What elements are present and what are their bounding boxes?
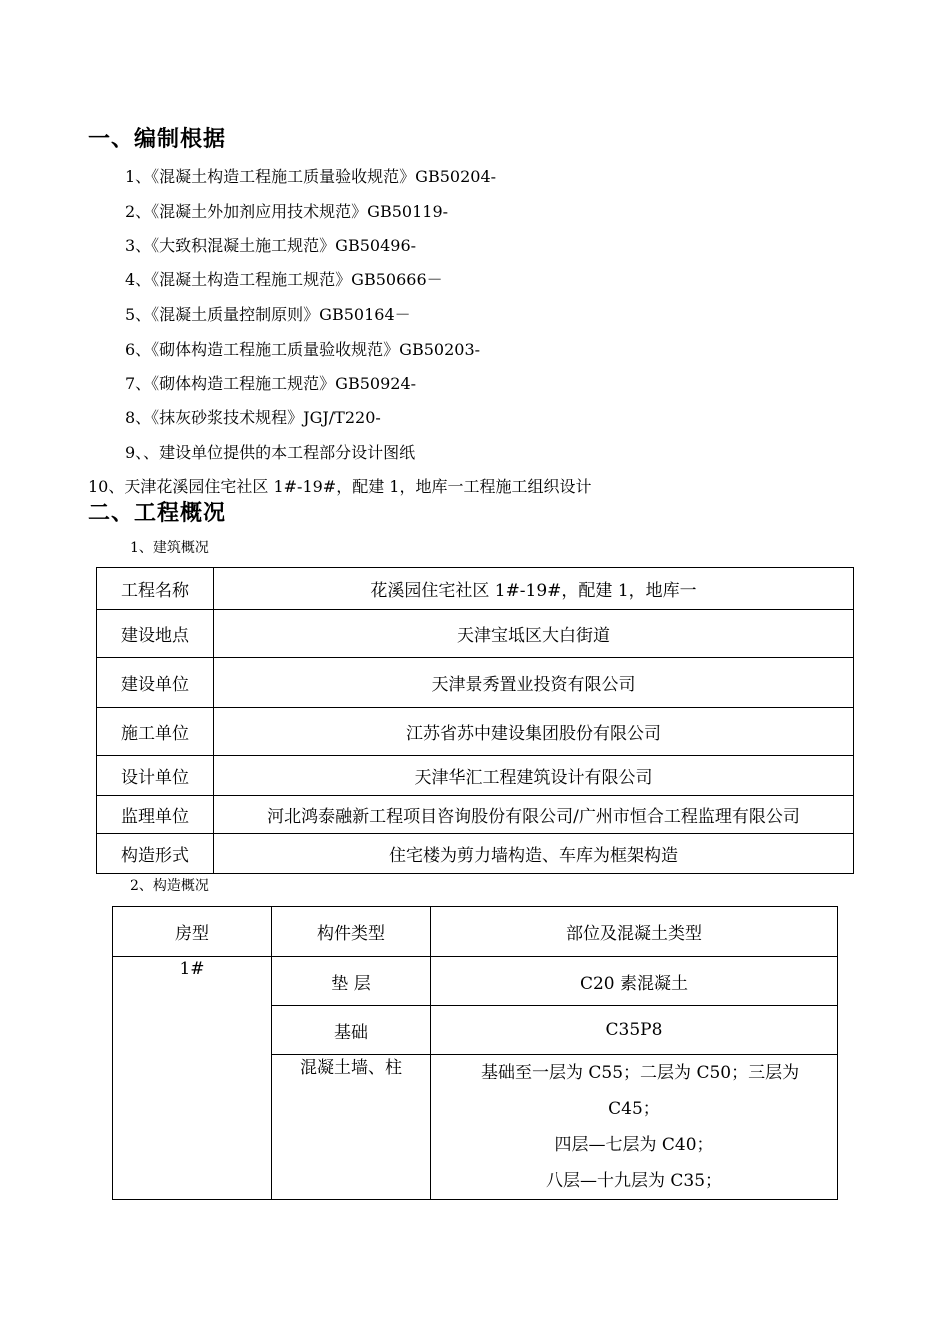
row-value: 天津景秀置业投资有限公司	[214, 658, 854, 708]
reference-item: 8、《抹灰砂浆技术规程》JGJ/T220-	[125, 408, 381, 427]
reference-item: 1、《混凝土构造工程施工质量验收规范》GB50204-	[125, 167, 497, 186]
reference-item: 3、《大致积混凝土施工规范》GB50496-	[125, 236, 417, 255]
component-type-cell	[272, 1055, 431, 1200]
table-row	[97, 658, 854, 708]
header-component-type: 构件类型	[272, 907, 431, 957]
row-value: 住宅楼为剪力墙构造、车库为框架构造	[214, 834, 854, 874]
concrete-line: 四层—七层为 C40；	[554, 1135, 714, 1155]
table-header-row	[113, 907, 838, 957]
house-type-cell	[113, 957, 272, 1200]
header-concrete-type: 部位及混凝土类型	[431, 907, 838, 957]
row-label: 建设地点	[97, 610, 214, 658]
reference-item: 5、《混凝土质量控制原则》GB50164－	[125, 305, 411, 324]
concrete-type-cell: C35P8	[431, 1006, 838, 1055]
reference-item: 6、《砌体构造工程施工质量验收规范》GB50203-	[125, 340, 481, 359]
concrete-type-cell: C20 素混凝土	[431, 957, 838, 1006]
table-row	[97, 708, 854, 756]
row-value: 河北鸿泰融新工程项目咨询股份有限公司/广州市恒合工程监理有限公司	[214, 796, 854, 834]
house-type-value: 1#	[179, 959, 205, 979]
component-type-cell: 基础	[272, 1006, 431, 1055]
concrete-line: 基础至一层为 C55；二层为 C50；三层为	[481, 1063, 800, 1083]
row-value: 花溪园住宅社区 1#-19#，配建 1，地库一	[214, 568, 854, 610]
row-label: 施工单位	[97, 708, 214, 756]
section-title-overview: 二、工程概况	[88, 501, 227, 526]
table-row	[97, 834, 854, 874]
row-label: 设计单位	[97, 756, 214, 796]
row-label: 构造形式	[97, 834, 214, 874]
component-type-cell: 垫 层	[272, 957, 431, 1006]
row-value: 天津华汇工程建筑设计有限公司	[214, 756, 854, 796]
header-house-type: 房型	[113, 907, 272, 957]
row-label: 监理单位	[97, 796, 214, 834]
structure-overview-table	[112, 906, 838, 1200]
reference-item: 9、、建设单位提供的本工程部分设计图纸	[125, 443, 416, 462]
table-row	[97, 610, 854, 658]
subsection-structure-overview: 2、构造概况	[130, 878, 209, 894]
reference-item: 4、《混凝土构造工程施工规范》GB50666－	[125, 270, 443, 289]
reference-item: 2、《混凝土外加剂应用技术规范》GB50119-	[125, 202, 449, 221]
row-label: 工程名称	[97, 568, 214, 610]
concrete-line: C45；	[608, 1099, 660, 1119]
reference-item: 7、《砌体构造工程施工规范》GB50924-	[125, 374, 417, 393]
table-row	[97, 756, 854, 796]
subsection-building-overview: 1、建筑概况	[130, 540, 209, 556]
concrete-type-cell	[431, 1055, 838, 1200]
row-label: 建设单位	[97, 658, 214, 708]
row-value: 江苏省苏中建设集团股份有限公司	[214, 708, 854, 756]
component-type-value: 混凝土墙、柱	[300, 1058, 402, 1078]
concrete-line: 八层—十九层为 C35；	[545, 1171, 723, 1191]
table-row	[97, 568, 854, 610]
table-row	[113, 957, 838, 1006]
building-overview-table	[96, 567, 854, 874]
reference-item: 10、天津花溪园住宅社区 1#-19#，配建 1，地库一工程施工组织设计	[88, 477, 592, 496]
section-title-basis: 一、编制根据	[88, 127, 227, 152]
row-value: 天津宝坻区大白街道	[214, 610, 854, 658]
table-row	[97, 796, 854, 834]
